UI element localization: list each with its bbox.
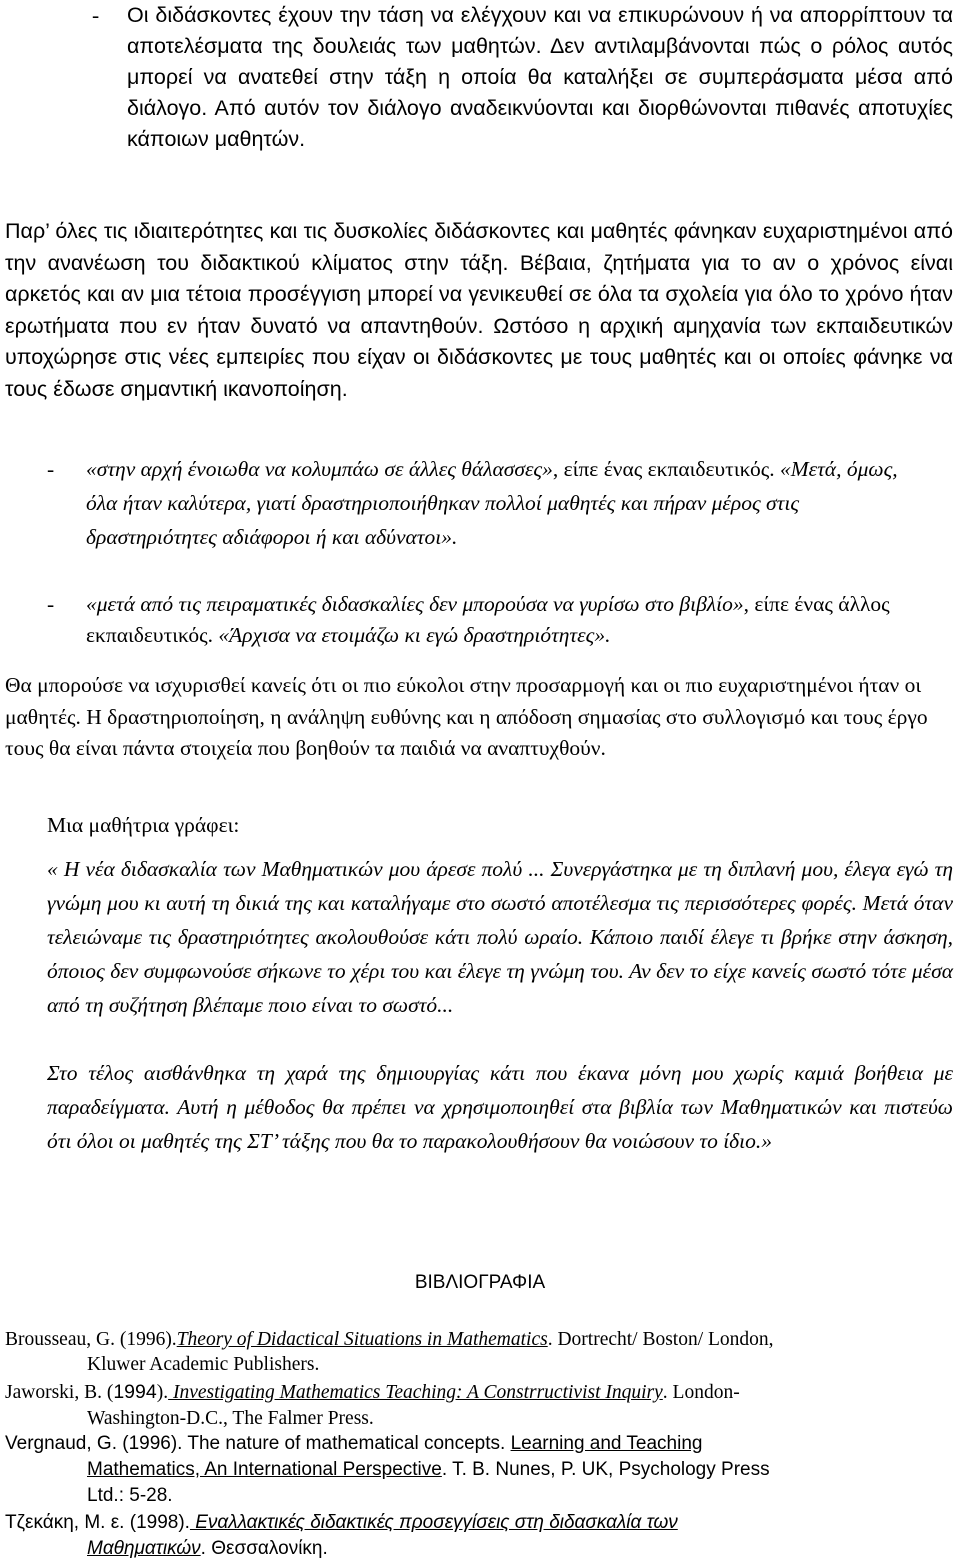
- ref-continuation: [5, 1536, 955, 1562]
- bibliography-title: ΒΙΒΛΙΟΓΡΑΦΙΑ: [414, 1272, 546, 1293]
- ref-publisher: . Dortrecht/ Boston/ London,: [547, 1329, 774, 1350]
- ref-publisher: . Θεσσαλονίκη.: [200, 1538, 328, 1559]
- reference-brousseau: [5, 1327, 955, 1377]
- reference-jaworski: [5, 1379, 955, 1432]
- ref-continuation: Washington-D.C., The Falmer Press.: [87, 1408, 374, 1429]
- student-quote-1: « Η νέα διδασκαλία των Μαθηματικών μου άρεσε πολύ ... Συνεργάστηκα με τη διπλανή μου, έλεγα εγώ τη γνώμη μου κι αυτή τη δικιά της και καταλήγαμε στο σωστό αποτέλεσμα τις περισσότερες φορές. Μετά όταν τελειώναμε τις δραστηριότητες ακολουθούσε κάτι πολύ ωραίο. Κάποιο παιδί έλεγε τι βρήκε στην άσκηση, όποιος δεν συμφωνούσε σήκωνε το χέρι του και έλεγε τη γνώμη του. Αν δεν το είχε κανείς σωστό τότε μέσα από τη συζήτηση βλέπαμε ποιο είναι το σωστό...: [47, 857, 953, 1017]
- quote-italic: «στην αρχή ένοιωθα να κολυμπάω σε άλλες θάλασσες»: [86, 457, 553, 481]
- reference-tzekaki: [5, 1510, 955, 1562]
- quote-italic: «Μετά, όμως, όλα ήταν καλύτερα, γιατί δραστηριοποιήθηκαν πολλοί μαθητές και πήραν μέρος στις δραστηριότητες αδιάφοροι ή και αδύνατοι».: [86, 457, 898, 549]
- ref-continuation: Ltd.: 5-28.: [87, 1485, 173, 1506]
- ref-publisher: . London-: [662, 1382, 740, 1403]
- teacher-quote-1: [86, 452, 926, 554]
- list-dash: -: [92, 3, 100, 27]
- teacher-quote-2: [86, 589, 954, 651]
- reference-vergnaud: [5, 1431, 955, 1509]
- ref-publisher: . T. B. Nunes, P. UK, Psychology Press: [441, 1459, 770, 1480]
- ref-author: Jaworski, B. (: [5, 1382, 114, 1403]
- ref-author: Vergnaud, G. (1996). The nature of mathematical concepts.: [5, 1433, 511, 1454]
- ref-title: Εναλλακτικές διδακτικές προσεγγίσεις στη διδασκαλία των: [189, 1512, 678, 1533]
- ref-year: 1994: [113, 1381, 157, 1403]
- paragraph-teachers-control: Οι διδάσκοντες έχουν την τάση να ελέγχουν και να επικυρώνουν ή να απορρίπτουν τα αποτελέσματα της δουλειάς των μαθητών. Δεν αντιλαμβάνονται πώς ο ρόλος αυτός μπορεί να ανατεθεί στην τάξη η οποία θα καταλήξει σε συμπεράσματα μέσα από διάλογο. Από αυτόν τον διάλογο αναδεικνύονται και διορθώνονται πιθανές αποτυχίες κάποιων μαθητών.: [127, 3, 953, 151]
- quote-attribution: , είπε ένας άλλος εκπαιδευτικός.: [86, 592, 890, 647]
- ref-title: Mathematics, An International Perspective: [87, 1459, 442, 1480]
- student-quote-2: Στο τέλος αισθάνθηκα τη χαρά της δημιουργίας κάτι που έκανα μόνη μου χωρίς καμιά βοήθεια με παραδείγματα. Αυτή η μέθοδος θα πρέπει να χρησιμοποιηθεί στα βιβλία των Μαθηματικών και πιστεύω ότι όλοι οι μαθητές της ΣΤ’ τάξης που θα το παρακολουθήσουν θα νοιώσουν το ίδιο.»: [47, 1061, 953, 1153]
- paragraph-despite-difficulties: Παρ’ όλες τις ιδιαιτερότητες και τις δυσκολίες διδάσκοντες και μαθητές φάνηκαν ευχαριστημένοι από την ανανέωση του διδακτικού κλίματος στην τάξη. Βέβαια, ζητήματα για το αν ο χρόνος είναι αρκετός και αν μια τέτοια προσέγγιση μπορεί να γενικευθεί σε όλα τα σχολεία για όλο το χρόνο ήταν ερωτήματα που εν ήταν δυνατό να απαντηθούν. Ωστόσο η αρχική αμηχανία των εκπαιδευτικών υποχώρησε στις νέες εμπειρίες που είχαν οι διδάσκοντες με τους μαθητές και οι οποίες φάνηκε να τους έδωσε σημαντική ικανοποίηση.: [5, 219, 953, 401]
- ref-title: Theory of Didactical Situations in Mathematics: [176, 1329, 548, 1350]
- quote-italic: «μετά από τις πειραματικές διδασκαλίες δεν μπορούσα να γυρίσω στο βιβλίο»: [86, 592, 744, 616]
- list-dash: -: [47, 457, 55, 481]
- quote-italic: «Άρχισα να ετοιμάζω κι εγώ δραστηριότητες».: [218, 623, 611, 647]
- list-dash: -: [47, 592, 55, 616]
- ref-author: Brousseau, G. (1996).: [5, 1329, 177, 1350]
- paragraph-claim: Θα μπορούσε να ισχυρισθεί κανείς ότι οι πιο εύκολοι στην προσαρμογή και οι πιο ευχαριστημένοι ήταν οι μαθητές. Η δραστηριοποίηση, η ανάληψη ευθύνης και η απόδοση σημασίας στο συλλογισμό και τους έργο τους θα είναι πάντα στοιχεία που βοηθούν τα παιδιά να αναπτυχθούν.: [5, 673, 928, 760]
- ref-title: Learning and Teaching: [510, 1433, 703, 1454]
- ref-continuation: [5, 1457, 955, 1483]
- ref-author: Τζεκάκη, Μ. ε. (1998).: [5, 1512, 190, 1533]
- ref-continuation: Kluwer Academic Publishers.: [87, 1354, 320, 1375]
- quote-attribution: , είπε ένας εκπαιδευτικός.: [552, 457, 780, 481]
- ref-title: Μαθηματικών: [87, 1538, 201, 1559]
- student-writes-label: Μια μαθήτρια γράφει:: [47, 813, 240, 837]
- ref-author: ).: [156, 1382, 169, 1403]
- ref-title: Investigating Mathematics Teaching: A Constrructivist Inquiry: [168, 1382, 663, 1403]
